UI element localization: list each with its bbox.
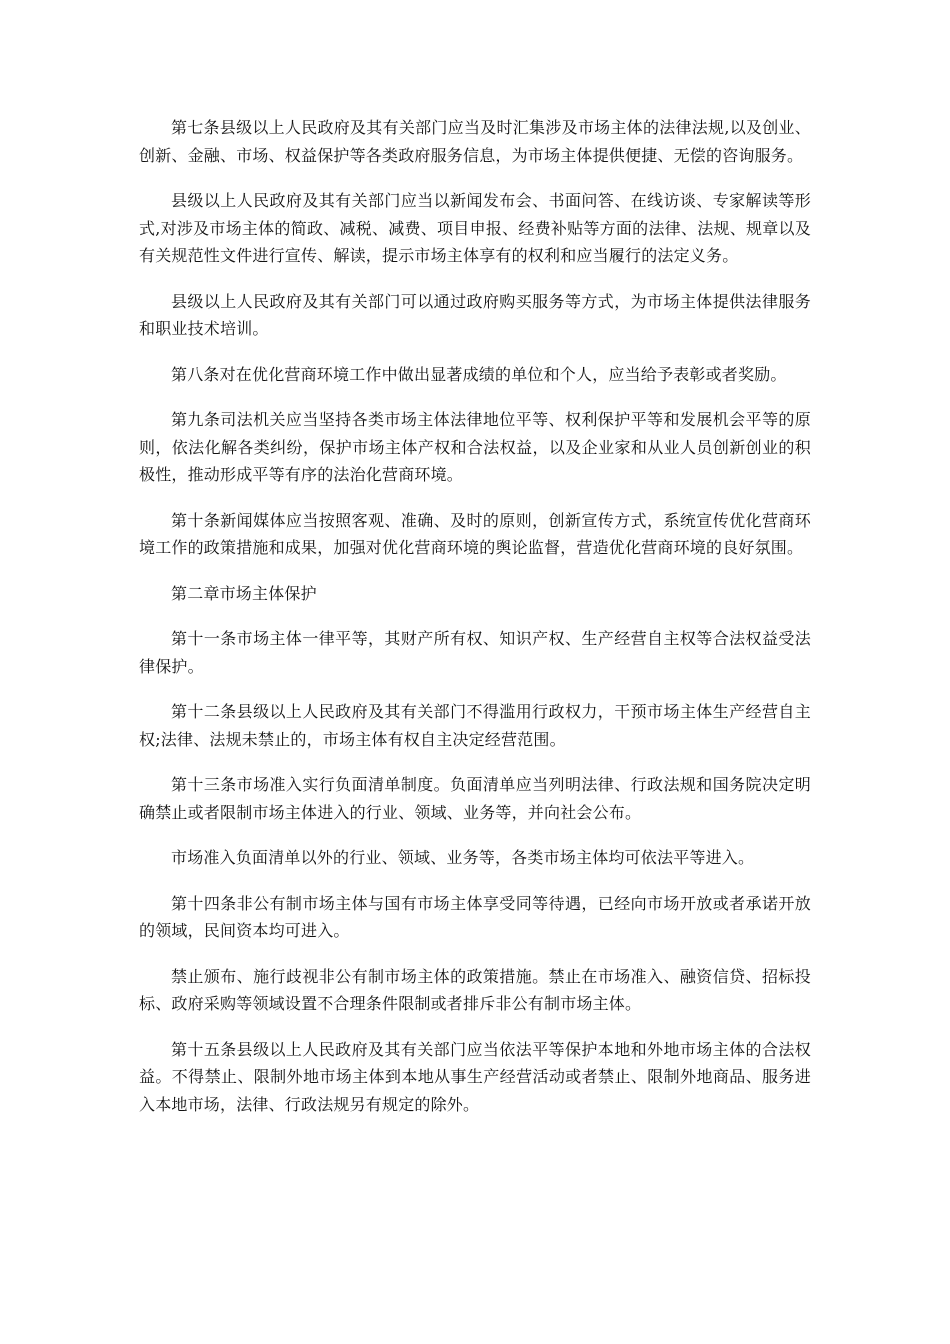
chapter-heading: 第二章市场主体保护 (171, 583, 317, 603)
document-body (139, 114, 811, 1118)
paragraph-article-12: 第十二条县级以上人民政府及其有关部门不得滥用行政权力，干预市场主体生产经营自主权;法律、法规未禁止的，市场主体有权自主决定经营范围。 (139, 702, 811, 749)
paragraph-article-11: 第十一条市场主体一律平等，其财产所有权、知识产权、生产经营自主权等合法权益受法律保护。 (139, 629, 811, 676)
paragraph-article-10: 第十条新闻媒体应当按照客观、准确、及时的原则，创新宣传方式，系统宣传优化营商环境工作的政策措施和成果，加强对优化营商环境的舆论监督，营造优化营商环境的良好氛围。 (139, 510, 811, 557)
paragraph-article-7-services: 县级以上人民政府及其有关部门可以通过政府购买服务等方式，为市场主体提供法律服务和职业技术培训。 (139, 291, 811, 338)
paragraph-article-13-access: 市场准入负面清单以外的行业、领域、业务等，各类市场主体均可依法平等进入。 (171, 848, 755, 867)
paragraph-article-14: 第十四条非公有制市场主体与国有市场主体享受同等待遇，已经向市场开放或者承诺开放的领域，民间资本均可进入。 (139, 893, 811, 940)
paragraph-article-9: 第九条司法机关应当坚持各类市场主体法律地位平等、权利保护平等和发展机会平等的原则，依法化解各类纠纷，保护市场主体产权和合法权益，以及企业家和从业人员创新创业的积极性，推动形成平等有序的法治化营商环境。 (139, 410, 811, 484)
paragraph-article-15: 第十五条县级以上人民政府及其有关部门应当依法平等保护本地和外地市场主体的合法权益。不得禁止、限制外地市场主体到本地从事生产经营活动或者禁止、限制外地商品、服务进入本地市场，法律、行政法规另有规定的除外。 (139, 1039, 811, 1114)
paragraph-article-7: 第七条县级以上人民政府及其有关部门应当及时汇集涉及市场主体的法律法规,以及创业、创新、金融、市场、权益保护等各类政府服务信息，为市场主体提供便捷、无偿的咨询服务。 (139, 118, 811, 165)
paragraph-article-8: 第八条对在优化营商环境工作中做出显著成绩的单位和个人，应当给予表彰或者奖励。 (171, 364, 787, 384)
paragraph-article-14-prohibition: 禁止颁布、施行歧视非公有制市场主体的政策措施。禁止在市场准入、融资信贷、招标投标、政府采购等领域设置不合理条件限制或者排斥非公有制市场主体。 (139, 966, 811, 1013)
paragraph-article-13: 第十三条市场准入实行负面清单制度。负面清单应当列明法律、行政法规和国务院决定明确禁止或者限制市场主体进入的行业、领域、业务等，并向社会公布。 (139, 775, 811, 822)
paragraph-article-7-publicity: 县级以上人民政府及其有关部门应当以新闻发布会、书面问答、在线访谈、专家解读等形式,对涉及市场主体的简政、减税、减费、项目申报、经费补贴等方面的法律、法规、规章以及有关规范性文件进行宣传、解读，提示市场主体享有的权利和应当履行的法定义务。 (139, 191, 811, 265)
